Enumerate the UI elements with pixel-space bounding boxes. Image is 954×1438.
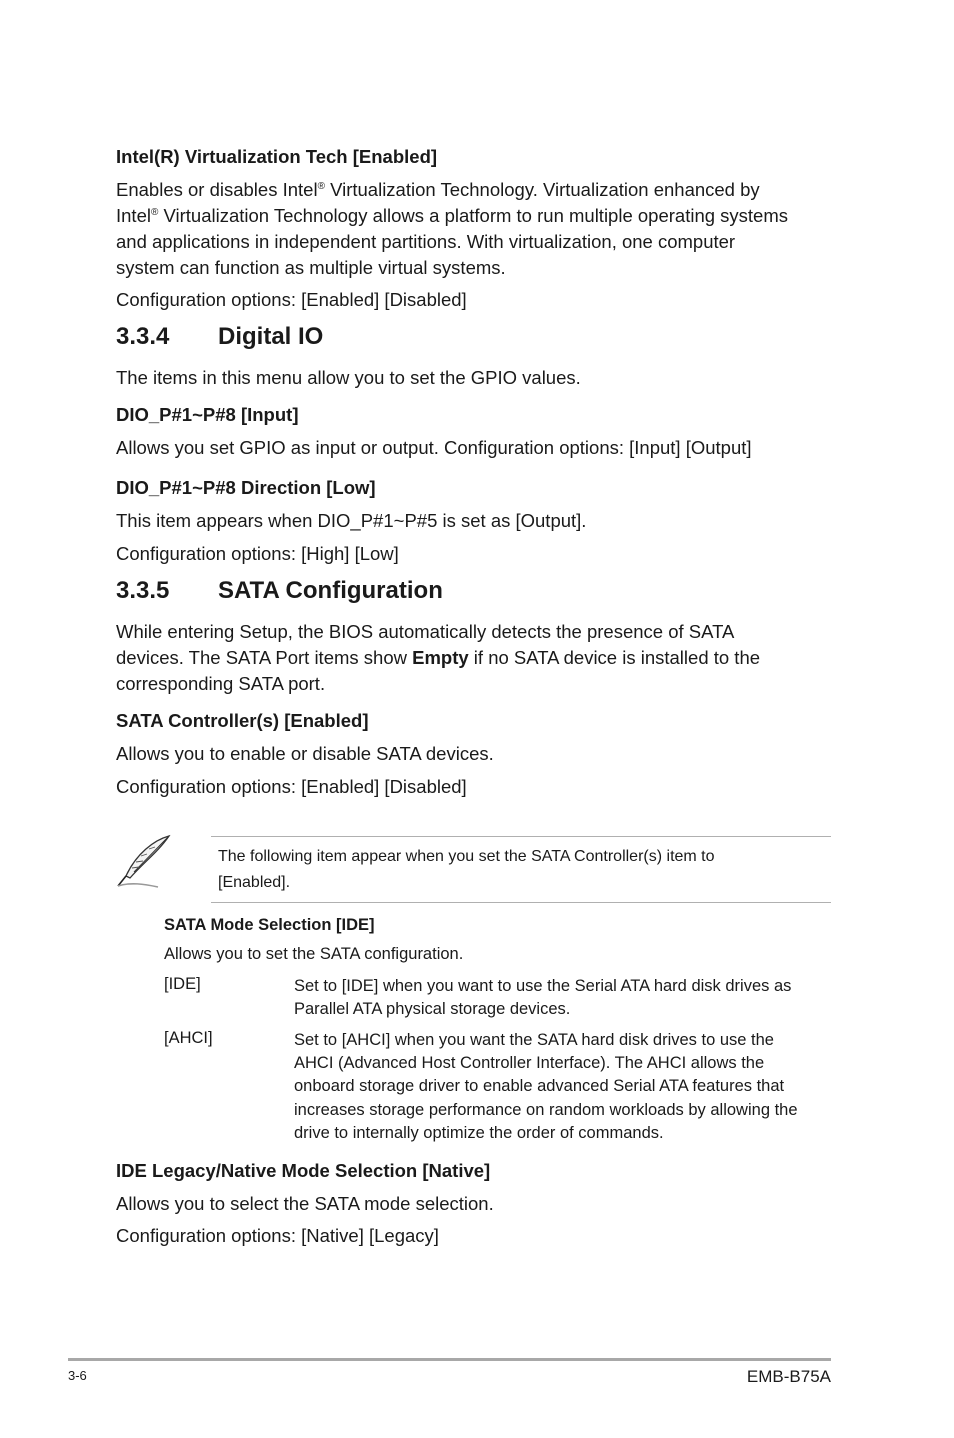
virtualization-config: Configuration options: [Enabled] [Disabled] bbox=[116, 289, 467, 310]
product-model: EMB-B75A bbox=[746, 1367, 831, 1386]
digital-io-intro: The items in this menu allow you to set the GPIO values. bbox=[116, 367, 581, 388]
page-number: 3-6 bbox=[68, 1368, 87, 1383]
sata-controller-config: Configuration options: [Enabled] [Disabled] bbox=[116, 776, 467, 797]
note-text: The following item appear when you set the SATA Controller(s) item to [Enabled]. bbox=[218, 848, 715, 891]
sata-controller-heading: SATA Controller(s) [Enabled] bbox=[116, 710, 369, 731]
option-ide-label: [IDE] bbox=[164, 975, 201, 993]
ide-legacy-heading: IDE Legacy/Native Mode Selection [Native] bbox=[116, 1160, 491, 1181]
option-ahci-description: Set to [AHCI] when you want the SATA hard disk drives to use the AHCI (Advanced Host Controller Interface). The AHCI allows the onboard storage driver to enable advanced Serial ATA features that increases storage performance on random workloads by allowing the drive to internally optimize the order of commands. bbox=[294, 1031, 798, 1142]
sata-mode-description: Allows you to set the SATA configuration. bbox=[164, 945, 464, 963]
ide-legacy-config: Configuration options: [Native] [Legacy] bbox=[116, 1225, 439, 1246]
sata-intro: While entering Setup, the BIOS automatically detects the presence of SATA devices. The SATA Port items show Empty if no SATA device is installed to the corresponding SATA port. bbox=[116, 621, 761, 694]
dio-input-description: Allows you set GPIO as input or output. Configuration options: [Input] [Output] bbox=[116, 437, 752, 458]
sata-mode-heading: SATA Mode Selection [IDE] bbox=[164, 916, 375, 934]
dio-direction-config: Configuration options: [High] [Low] bbox=[116, 543, 399, 564]
dio-input-heading: DIO_P#1~P#8 [Input] bbox=[116, 404, 299, 425]
feather-pen-icon bbox=[114, 832, 172, 890]
section-heading-sata: 3.3.5 SATA Configuration bbox=[116, 577, 443, 604]
section-heading-digital-io: 3.3.4 Digital IO bbox=[116, 323, 324, 350]
footer-rule bbox=[68, 1358, 831, 1361]
option-ide-description: Set to [IDE] when you want to use the Serial ATA hard disk drives as Parallel ATA physical storage devices. bbox=[294, 977, 792, 1019]
sata-controller-description: Allows you to enable or disable SATA devices. bbox=[116, 743, 494, 764]
note-top-rule bbox=[211, 836, 831, 837]
dio-direction-description: This item appears when DIO_P#1~P#5 is set as [Output]. bbox=[116, 510, 587, 531]
ide-legacy-description: Allows you to select the SATA mode selection. bbox=[116, 1193, 494, 1214]
dio-direction-heading: DIO_P#1~P#8 Direction [Low] bbox=[116, 477, 376, 498]
note-bottom-rule bbox=[211, 902, 831, 903]
virtualization-description: Enables or disables Intel® Virtualization Technology. Virtualization enhanced by Intel® Virtualization Technology allows a platform to run multiple operating systems and applications in independent partitions. With virtualization, one computer system can function as multiple virtual systems. bbox=[116, 179, 789, 278]
option-ahci-label: [AHCI] bbox=[164, 1029, 213, 1047]
virtualization-heading: Intel(R) Virtualization Tech [Enabled] bbox=[116, 146, 438, 167]
